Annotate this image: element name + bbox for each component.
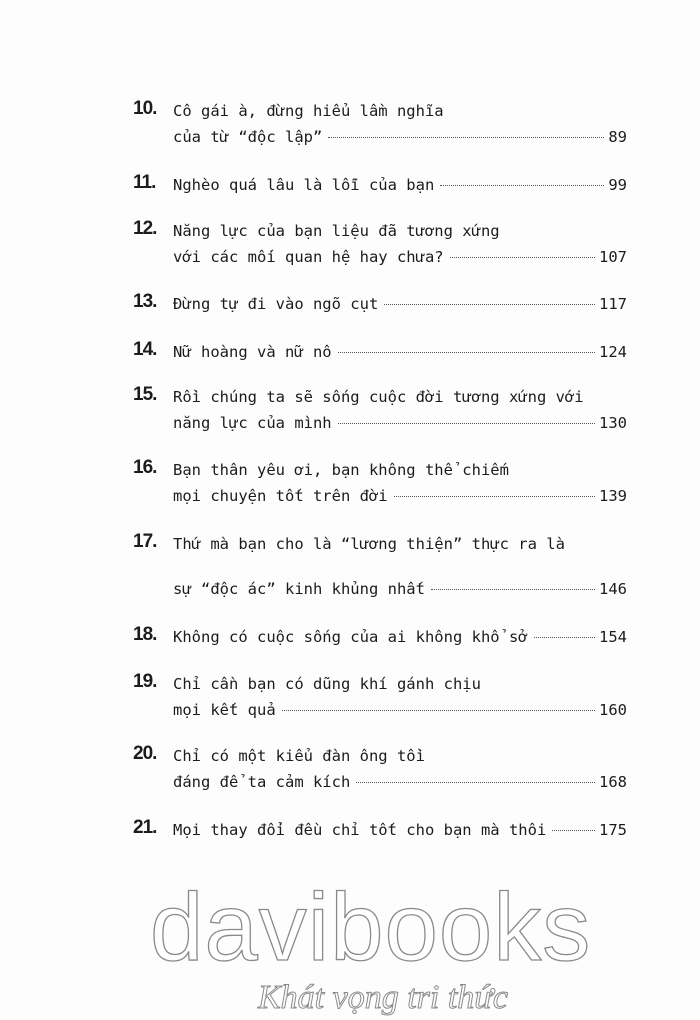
entry-title-text: Chỉ cần bạn có dũng khí gánh chịu	[173, 675, 481, 693]
page-number: 99	[608, 176, 627, 194]
entry-title-line	[173, 485, 627, 507]
entry-number: 12.	[133, 218, 157, 239]
entry-title-line	[173, 174, 627, 196]
dot-leader	[338, 352, 595, 353]
dot-leader	[394, 496, 595, 497]
entry-title-line	[173, 293, 627, 315]
dot-leader	[282, 710, 595, 711]
entry-title-text: mọi kết quả	[173, 701, 276, 719]
watermark-slogan: Khát vọng tri thức	[258, 979, 508, 1016]
entry-title-text: sự “độc ác” kinh khủng nhất	[173, 580, 425, 598]
entry-number: 19.	[133, 671, 157, 692]
entry-title-line	[173, 771, 627, 793]
entry-title-line	[173, 412, 627, 434]
dot-leader	[534, 637, 595, 638]
entry-number: 11.	[133, 172, 156, 193]
dot-leader	[328, 137, 604, 138]
entry-title-text: Nghèo quá lâu là lỗi của bạn	[173, 176, 435, 194]
entry-title-line	[173, 533, 627, 555]
page-number: 168	[599, 773, 627, 791]
page-number: 89	[608, 128, 627, 146]
entry-title-text: Năng lực của bạn liệu đã tương xứng	[173, 222, 500, 240]
dot-leader	[450, 257, 595, 258]
entry-number: 20.	[133, 743, 157, 764]
dot-leader	[440, 185, 604, 186]
entry-title-line	[173, 341, 627, 363]
entry-number: 17.	[133, 531, 157, 552]
page-number: 146	[599, 580, 627, 598]
entry-title-text: Không có cuộc sống của ai không khổ sở	[173, 628, 528, 646]
entry-title-text: Chỉ có một kiểu đàn ông tồi	[173, 747, 425, 765]
entry-number: 18.	[133, 624, 157, 645]
page-number: 130	[599, 414, 627, 432]
dot-leader	[338, 423, 595, 424]
entry-title-text: đáng để ta cảm kích	[173, 773, 351, 791]
page-number: 107	[599, 248, 627, 266]
page-number: 117	[599, 295, 627, 313]
entry-title-text: mọi chuyện tốt trên đời	[173, 487, 388, 505]
entry-title-text: Rồi chúng ta sẽ sống cuộc đời tương xứng với	[173, 388, 584, 406]
page-number: 175	[599, 821, 627, 839]
dot-leader	[552, 830, 595, 831]
dot-leader	[356, 782, 595, 783]
page-number: 154	[599, 628, 627, 646]
entry-title-line	[173, 699, 627, 721]
entry-title-text: năng lực của mình	[173, 414, 332, 432]
entry-title-line	[173, 386, 627, 408]
watermark-brand: davibooks	[150, 874, 592, 981]
entry-title-text: của từ “độc lập”	[173, 128, 323, 146]
entry-title-text: Thứ mà bạn cho là “lương thiện” thực ra là	[173, 535, 565, 553]
entry-title-line	[173, 459, 627, 481]
entry-number: 15.	[133, 384, 157, 405]
entry-title-text: Bạn thân yêu ơi, bạn không thể chiếm	[173, 461, 509, 479]
entry-title-line	[173, 745, 627, 767]
entry-title-line	[173, 100, 627, 122]
entry-title-text: Nữ hoàng và nữ nô	[173, 343, 332, 361]
dot-leader	[384, 304, 595, 305]
entry-title-text: Đừng tự đi vào ngõ cụt	[173, 295, 379, 313]
entry-title-line	[173, 246, 627, 268]
entry-number: 10.	[133, 98, 157, 119]
page-number: 139	[599, 487, 627, 505]
entry-title-line	[173, 220, 627, 242]
entry-number: 16.	[133, 457, 157, 478]
entry-title-line	[173, 819, 627, 841]
entry-title-line	[173, 578, 627, 600]
entry-title-line	[173, 126, 627, 148]
entry-title-text: Mọi thay đổi đều chỉ tốt cho bạn mà thôi	[173, 821, 547, 839]
entry-number: 13.	[133, 291, 157, 312]
entry-number: 14.	[133, 339, 157, 360]
entry-title-text: Cô gái à, đừng hiểu lầm nghĩa	[173, 102, 444, 120]
entry-title-line	[173, 626, 627, 648]
entry-title-text: với các mối quan hệ hay chưa?	[173, 248, 444, 266]
page-number: 160	[599, 701, 627, 719]
page-number: 124	[599, 343, 627, 361]
dot-leader	[431, 589, 595, 590]
entry-title-line	[173, 673, 627, 695]
entry-number: 21.	[133, 817, 157, 838]
